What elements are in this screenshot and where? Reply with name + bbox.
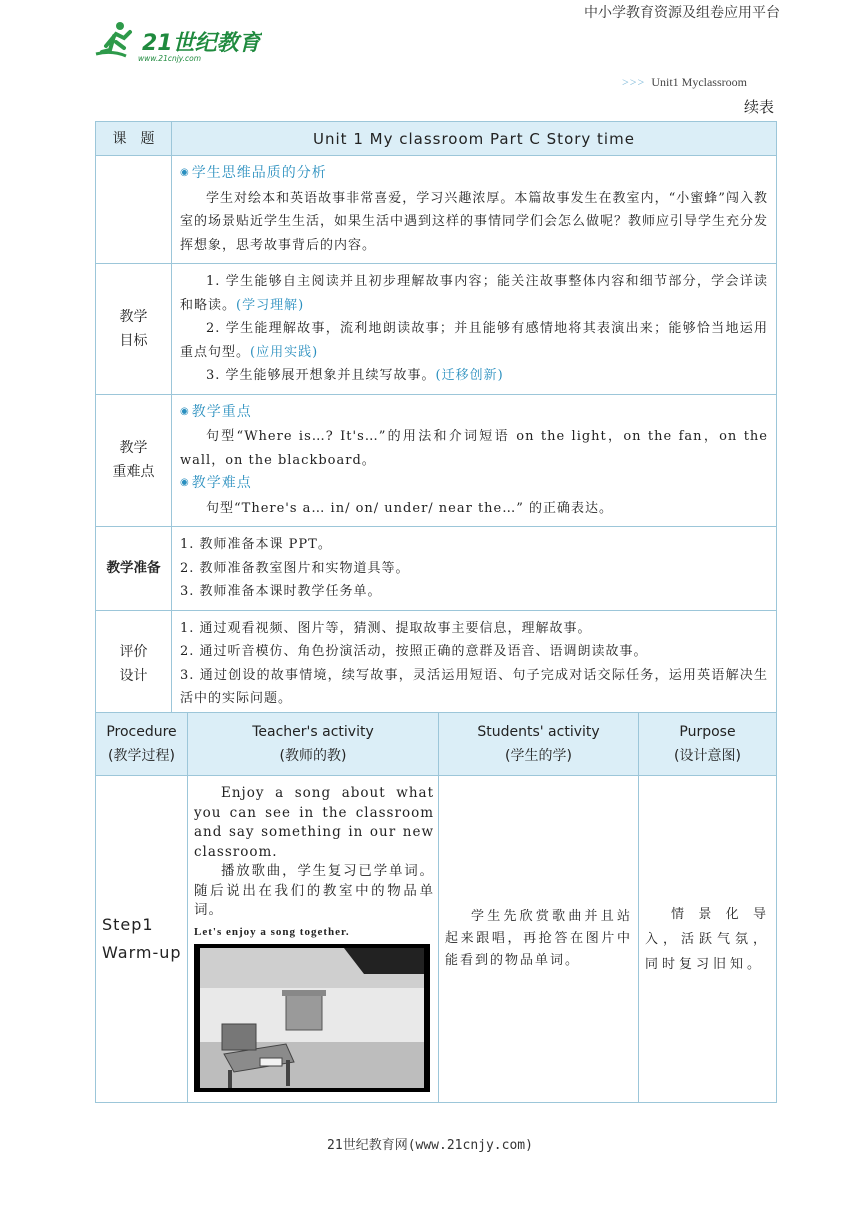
bullet-icon: ◉ [180,405,190,417]
analysis-cell [172,156,777,264]
difficulty-heading: ◉ 教学难点 [180,475,252,491]
logo-text: 21世纪教育 [142,31,261,56]
breadcrumb-arrows: >>> [622,75,646,89]
prep-item: 2. 教师准备教室图片和实物道具等。 [180,560,410,576]
prep-label: 教学准备 [96,527,172,611]
header-students: Students' activity (学生的学) [439,713,639,776]
header-purpose: Purpose (设计意图) [639,713,777,776]
step-name: Warm-up [102,943,182,962]
eval-item: 2. 通过听音模仿、角色扮演活动，按照正确的意群及语音、语调朗读故事。 [180,644,648,659]
purpose-cell [639,776,777,1103]
goal-item: 2. 学生能理解故事，流利地朗读故事；并且能够有感情地将其表演出来；能够恰当地运用重点句型。(应用实践) [180,321,768,360]
site-logo [92,20,262,64]
analysis-label-empty [96,156,172,264]
bullet-icon: ◉ [180,477,190,488]
focus-text: 句型“Where is…? It's…”的用法和介词短语 on the light，on the fan，on the wall，on the blackboard。 [180,429,768,468]
eval-item: 1. 通过观看视频、图片等，猜测、提取故事主要信息，理解故事。 [180,620,592,636]
focus-heading: ◉ 教学重点 [180,403,252,420]
focus-cell [172,394,777,527]
breadcrumb [622,75,747,90]
difficulty-text: 句型“There's a… in/ on/ under/ near the…” 的正确表达。 [206,500,614,516]
logo-url: www.21cnjy.com [138,54,202,63]
procedure-table [95,712,777,1103]
teacher-activity-zh: 播放歌曲，学生复习已学单词。随后说出在我们的教室中的物品单词。 [194,863,434,918]
goals-label: 教学 目标 [96,264,172,395]
teacher-activity-cell [188,776,439,1103]
students-activity-cell [439,776,639,1103]
step-number: Step1 [102,915,154,934]
goal-item: 1. 学生能够自主阅读并且初步理解故事内容；能关注故事整体内容和细节部分，学会详读和略读。(学习理解) [180,274,768,313]
students-activity-text: 学生先欣赏歌曲并且站起来跟唱，再抢答在图片中能看到的物品单词。 [445,909,632,968]
platform-name: 中小学教育资源及组卷应用平台 [584,5,780,21]
goal-item: 3. 学生能够展开想象并且续写故事。(迁移创新) [206,368,504,383]
purpose-text: 情景化导入，活跃气氛，同时复习旧知。 [645,906,770,972]
breadcrumb-text: Unit1 Myclassroom [651,75,747,89]
title-label: 课 题 [96,122,172,156]
video-caption: Let's enjoy a song together. [194,925,350,938]
focus-label: 教学 重难点 [96,394,172,527]
analysis-heading: ◉ 学生思维品质的分析 [180,165,327,181]
lesson-plan-table [95,121,777,718]
runner-logo-icon [92,20,262,64]
classroom-illustration [194,944,430,1092]
lesson-title: Unit 1 My classroom Part C Story time [172,122,777,156]
eval-item: 3. 通过创设的故事情境，续写故事，灵活运用短语、句子完成对话交际任务，运用英语解决生活中的实际问题。 [180,667,768,706]
header-procedure: Procedure (教学过程) [96,713,188,776]
eval-cell [172,610,777,717]
teacher-activity-en: Enjoy a song about what you can see in the classroom and say something in our new classroom. [194,785,434,860]
prep-item: 1. 教师准备本课 PPT。 [180,537,332,552]
song-video-thumbnail[interactable] [194,944,430,1092]
goals-cell [172,264,777,395]
eval-label: 评价 设计 [96,610,172,717]
prep-item: 3. 教师准备本课时教学任务单。 [180,584,382,599]
step-cell [96,776,188,1103]
prep-cell [172,527,777,611]
analysis-text: 学生对绘本和英语故事非常喜爱，学习兴趣浓厚。本篇故事发生在教室内，“小蜜蜂”闯入教室的场景贴近学生生活，如果生活中遇到这样的事情同学们会怎么做呢？教师应引导学生充分发挥想象，思考故事背后的内容。 [180,190,769,253]
footer: 21世纪教育网(www.21cnjy.com) [327,1138,533,1153]
continued-label: 续表 [743,98,774,116]
bullet-icon: ◉ [180,167,190,178]
header-teacher: Teacher's activity (教师的教) [188,713,439,776]
